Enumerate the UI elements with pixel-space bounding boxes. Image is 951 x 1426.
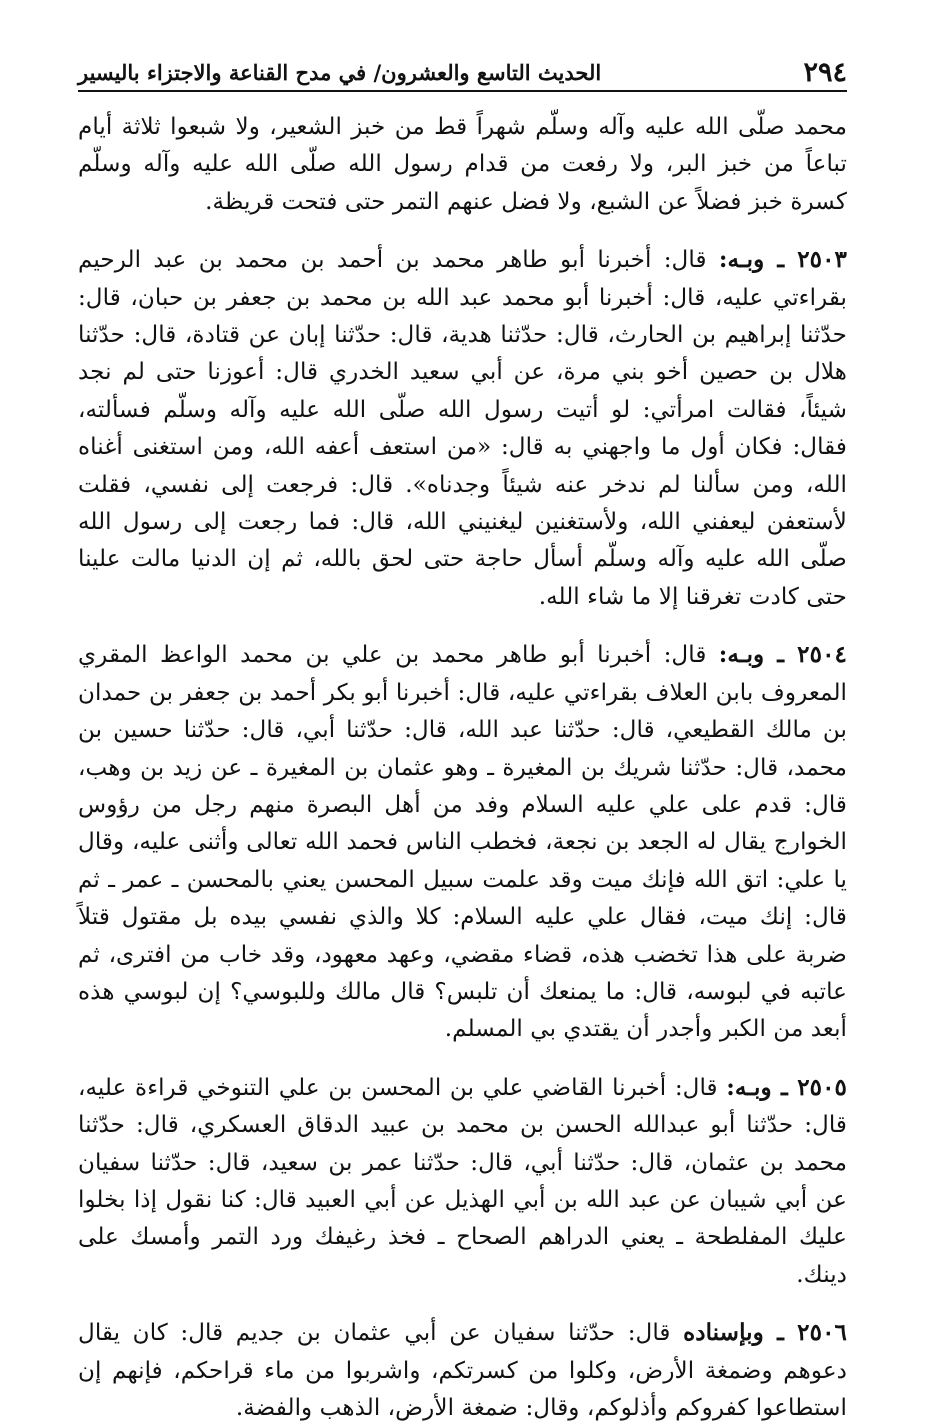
hadith-number: ٢٥٠٣ ـ وبـه:: [718, 246, 848, 274]
running-title: الحديث التاسع والعشرون/ في مدح القناعة والاجتزاء باليسير: [78, 60, 602, 85]
page-header: [78, 58, 847, 92]
paragraph-text: قال: أخبرنا أبو طاهر محمد بن أحمد بن محمد بن عبد الرحيم بقراءتي عليه، قال: أخبرنا أبو محمد عبد الله بن محمد بن جعفر بن حبان، قال: حدّثنا إبراهيم بن الحارث، قال: حدّثنا هدية، قال: حدّثنا إبان عن قتادة، قال: حدّثنا هلال بن حصين أخو بني مرة، عن أبي سعيد الخدري قال: أعوزنا حتى لم نجد شيئاً، فقالت امرأتي: لو أتيت رسول الله صلّى الله عليه وآله وسلّم فسألته، فقال: فكان أول ما واجهني به قال: «من استعف أعفه الله، ومن استغنى أغناه الله، ومن سألنا لم ندخر عنه شيئاً وجدناه». قال: فرجعت إلى نفسي، فقلت لأستعفن ليعفني الله، ولأستغنين ليغنيني الله، قال: فما رجعت إلى رسول الله صلّى الله عليه وآله وسلّم أسأل حاجة حتى لحق بالله، ثم إن الدنيا مالت علينا حتى كادت تغرقنا إلا ما شاء الله.: [78, 246, 847, 610]
paragraph-text: قال: أخبرنا أبو طاهر محمد بن علي بن محمد الواعظ المقري المعروف بابن العلاف بقراءتي عليه، قال: أخبرنا أبو بكر أحمد بن جعفر بن حمدان بن مالك القطيعي، قال: حدّثنا عبد الله، قال: حدّثنا أبي، قال: حدّثنا حسين بن محمد، قال: حدّثنا شريك بن المغيرة ـ وهو عثمان بن المغيرة ـ عن زيد بن وهب، قال: قدم على علي عليه السلام وفد من أهل البصرة منهم رجل من رؤوس الخوارج يقال له الجعد بن نجعة، فخطب الناس فحمد الله تعالى وأثنى عليه، وقال يا علي: اتق الله فإنك ميت وقد علمت سبيل المحسن يعني بالمحسن ـ عمر ـ ثم قال: إنك ميت، فقال علي عليه السلام: كلا والذي نفسي بيده بل مقتول قتلاً ضربة على هذا تخضب هذه، قضاء مقضي، وعهد معهود، وقد خاب من افترى، ثم عاتبه في لبوسه، قال: ما يمنعك أن تلبس؟ قال مالك وللبوسي؟ إن لبوسي هذه أبعد من الكبر وأجدر أن يقتدي بي المسلم.: [78, 641, 847, 1043]
paragraph-text: قال: حدّثنا سفيان عن أبي عثمان بن جديم قال: كان يقال دعوهم وضمغة الأرض، وكلوا من كسرتكم، واشربوا من ماء قراحكم، فإنهم إن استطاعوا كفروكم وأذلوكم، وقال: ضمغة الأرض، الذهب والفضة.: [78, 1319, 847, 1421]
paragraph-text: قال: أخبرنا القاضي علي بن المحسن بن علي التنوخي قراءة عليه، قال: حدّثنا أبو عبدالله الحسن بن محمد بن عبيد الدقاق العسكري، قال: حدّثنا محمد بن عثمان، قال: حدّثنا أبي، قال: حدّثنا عمر بن سعيد، قال: حدّثنا سفيان عن أبي شيبان عن عبد الله بن أبي الهذيل عن أبي العبيد قال: كنا نقول إذا بخلوا عليك المفلطحة ـ يعني الدراهم الصحاح ـ فخذ رغيفك ورد التمر وأمسك على دينك.: [78, 1073, 847, 1288]
paragraph-continuation: [78, 108, 847, 220]
hadith-2505: [78, 1069, 847, 1293]
hadith-2504: [78, 636, 847, 1047]
hadith-2506: [78, 1314, 847, 1426]
hadith-number: ٢٥٠٥ ـ وبـه:: [726, 1073, 848, 1101]
hadith-2503: [78, 241, 847, 615]
hadith-number: ٢٥٠٤ ـ وبـه:: [718, 641, 847, 669]
hadith-number: ٢٥٠٦ ـ وبإسناده: [683, 1319, 847, 1347]
paragraph-text: محمد صلّى الله عليه وآله وسلّم شهراً قط من خبز الشعير، ولا شبعوا ثلاثة أيام تباعاً من خبز البر، ولا رفعت من قدام رسول الله صلّى الله عليه وآله وسلّم كسرة خبز فضلاً عن الشبع، ولا فضل عنهم التمر حتى فتحت قريظة.: [78, 113, 847, 215]
page-number: ٢٩٤: [803, 57, 847, 88]
